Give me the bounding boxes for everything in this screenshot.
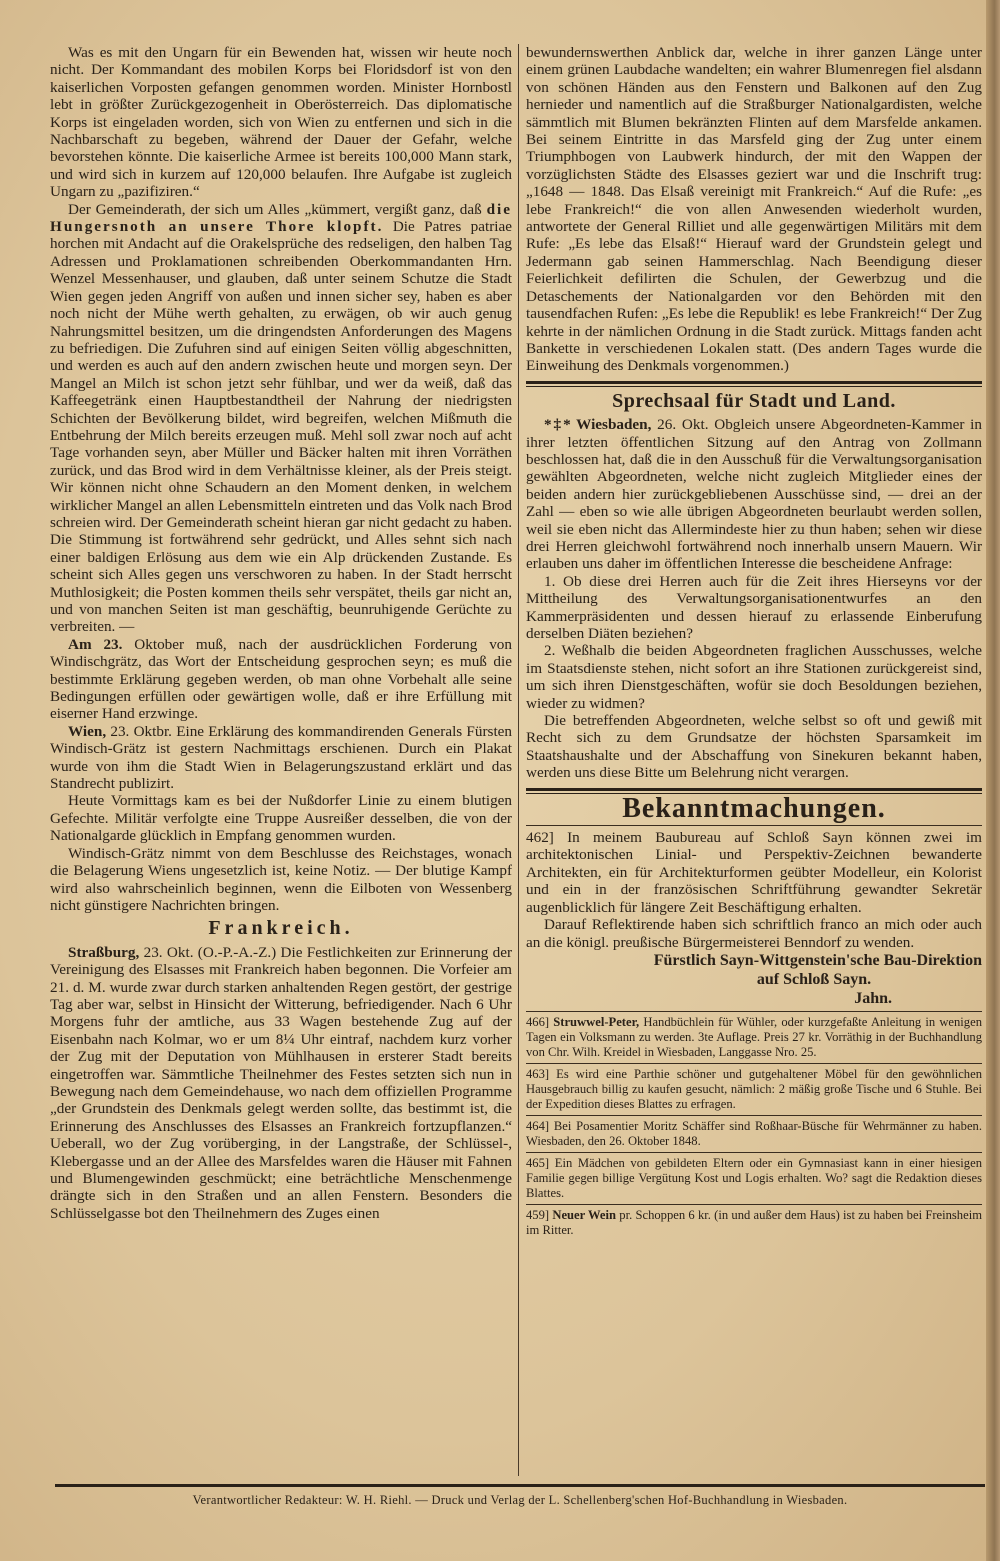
- signature-2: auf Schloß Sayn.: [756, 970, 872, 988]
- notice-number: 466]: [526, 1014, 550, 1029]
- dateline: *‡* Wiesbaden,: [544, 416, 652, 434]
- dateline: Straßburg,: [68, 943, 140, 961]
- advertisement: [526, 1067, 982, 1112]
- article-gemeinderath: [50, 201, 512, 636]
- advertisements: [526, 1011, 982, 1238]
- ad-text: Es wird eine Parthie schöner und gutgehaltener Möbel für den gewöhnlichen Hausgebrauch billig zu kaufen gesucht, nämlich: 2 mäßig große Tische und 6 Stuhle. Bei der Expedition dieses Blattes zu erfragen.: [526, 1066, 982, 1111]
- article-wiesbaden-closing: Die betreffenden Abgeordneten, welche selbst so oft und gewiß mit Recht sich zu dem Grundsatze der höchsten Sparsamkeit im Staatshaushalte und der Abschaffung von Sinekuren bekannt haben, werden uns diese Bitte um Belehrung nicht verargen.: [526, 712, 982, 782]
- notice-462: [526, 829, 982, 916]
- notice-462-contact: Darauf Reflektirende haben sich schriftlich franco an mich oder auch an die königl. preußische Bürgermeisterei Benndorf zu wenden.: [526, 916, 982, 951]
- section-heading-bekanntmachungen: Bekanntmachungen.: [622, 792, 886, 824]
- advertisement: [526, 1119, 982, 1149]
- rule: [526, 1063, 982, 1064]
- notice-number: 464]: [526, 1118, 550, 1133]
- text: Die Patres patriae horchen mit Andacht auf die Orakelsprüche des redseligen, den halben Tag Adressen und Proklamationen schreibenden Oberkommandanten Hrn. Wenzel Messenhauser, und glauben, daß unter seinem Schutze die Stadt Wien gegen jeden Angriff von außen und innen sicher sey, haben es aber noch nicht der Mühe werth gehalten, zu erwägen, ob wir auch genug Nahrungsmittel besitzen, um die dringendsten Anforderungen des Magens zu befriedigen. Die Zufuhren sind auf einigen Seiten völlig abgeschnitten, und werden es auch auf den andern zwischen heute und morgen seyn. Der Mangel an Milch ist schon jetzt sehr fühlbar, und wer da weiß, daß das Kaffeegetränk einen Hauptbestandtheil der Nahrung der niedrigsten Schichten der Bevölkerung bildet, wird begreifen, welchen Mißmuth die Entbehrung der Milch bereits erzeugen muß. Mehl soll zwar noch auf acht Tage vorhanden seyn, aber Müller und Bäcker halten mit ihren Vorräthen zurück, und das Brod wird in dem Verhältnisse kleiner, als der Preis steigt. Wir können nicht ohne Schaudern an den Moment denken, in welchem wirklicher Mangel an allen Lebensmitteln eintreten und das Volk nach Brod schreien wird. Der Gemeinderath scheint hieran gar nicht gedacht zu haben. Die Stimmung ist fortwährend sehr gedrückt, und Alles sehnt sich nach einer baldigen Erlösung aus dem wie ein Alp drückenden Zustande. Es scheint sich Alles gegen uns verschworen zu haben. In der Stadt herrscht Muthlosigkeit; die Posten kommen theils sehr verspätet, theils gar nicht an, und von manchen Seiten ist man geschäftig, beunruhigende Gerüchte zu verbreiten. —: [50, 218, 512, 636]
- signature-3: Jahn.: [854, 989, 892, 1007]
- text: 23. Okt. (O.-P.-A.-Z.) Die Festlichkeiten zur Erinnerung der Vereinigung des Elsasses mit Frankreich haben begonnen. Die Vorfeier am 21. d. M. wurde zwar durch starken anhaltenden Regen gestört, der gestrige Tag aber war, selbst in Hinsicht der Witterung, befriedigender. Nach 6 Uhr Morgens fuhr der amtliche, aus 33 Wagen bestehende Zug auf der Eisenbahn nach Kolmar, wo er um 8¼ Uhr eintraf, nachdem kurz vorher der Zug mit der Deputation von Mühlhausen in ersterer Stadt bereits eingetroffen war. Sämmtliche Theilnehmer des Festes setzten sich nun in Bewegung nach dem Gemeindehause, wo nach dem offiziellen Programme „der Grundstein des Denkmals gelegt werden sollte, das bestimmt ist, die Erinnerung des Anschlusses des Elsasses an Frankreich fortzupflanzen.“ Ueberall, wo der Zug vorüberging, in der Langstraße, der Schlüssel-, Klebergasse und an der Allee des Marsfeldes waren die Häuser mit Fahnen und Blumengewinden geschmückt; eine beträchtliche Menschenmenge drängte sich in den Straßen und an allen Fenstern. Besonders die Schlüsselgasse bot den Theilnehmern des Zuges einen: [50, 943, 512, 1222]
- rule: [526, 825, 982, 826]
- right-column: [526, 44, 982, 1476]
- article-wiesbaden: [526, 416, 982, 573]
- imprint-footer: Verantwortlicher Redakteur: W. H. Riehl. — Druck und Verlag der L. Schellenberg'schen Hof-Buchhandlung in Wiesbaden.: [55, 1484, 985, 1508]
- ad-text: pr. Schoppen 6 kr. (in und außer dem Haus) ist zu haben bei Freinsheim im Ritter.: [526, 1207, 982, 1237]
- section-rule: [526, 381, 982, 387]
- question-1: 1. Ob diese drei Herren auch für die Zeit ihres Hierseyns vor der Mittheilung des Verwaltungsorganisationentwurfes an den Kammerpräsidenten und dessen hierauf zu erlassende Einberufung derselben Diäten beziehen?: [526, 572, 982, 642]
- question-2: 2. Weßhalb die beiden Abgeordneten fraglichen Ausschusses, welche im Staatsdienste stehen, nicht sofort an ihre Stationen zurückgereist sind, um sich ihren Dienstgeschäften, wofür sie doch Besoldungen beziehen, wieder zu widmen?: [526, 642, 982, 712]
- notice-number: 462]: [526, 829, 554, 847]
- text: 23. Oktbr. Eine Erklärung des kommandirenden Generals Fürsten Windisch-Grätz ist gestern Nachmittags erschienen. Durch ein Plakat wurde von ihm die Stadt Wien in Belagerungszustand erklärt und das Standrecht publizirt.: [50, 722, 512, 793]
- text: 26. Okt. Obgleich unsere Abgeordneten-Kammer in ihrer letzten öffentlichen Sitzung auf den Antrag von Zollmann beschlossen hat, daß die in den Ausschuß für die Verwaltungsorganisation gewählten Abgeordneten, welche nicht zugleich Mitglieder eines der beiden andern hier zurückgebliebenen Ausschüsse sind, — drei an der Zahl — eben so wie alle übrigen Abgeordneten beurlaubt werden sollen, weil sie eben nicht das Allermindeste hier zu thun haben; sehen wir diese drei Herren gleichwohl fortwährend noch innerhalb unsern Mauern. Wir erlauben uns daher im öffentlichen Interesse die bescheidene Anfrage:: [526, 416, 982, 573]
- notice-number: 465]: [526, 1155, 550, 1170]
- article-strassburg: [50, 944, 512, 1223]
- article-23-oktober: [50, 636, 512, 723]
- signature-1: Fürstlich Sayn-Wittgenstein'sche Bau-Direktion: [653, 951, 982, 969]
- rule: [526, 1152, 982, 1153]
- rule: [526, 1011, 982, 1012]
- article-windisch-graetz: Windisch-Grätz nimmt von dem Beschlusse des Reichstages, wonach die Belagerung Wiens ungesetzlich ist, keine Notiz. — Der blutige Kampf wird also wahrscheinlich beginnen, wenn die Eilboten von Wessenberg nicht günstigere Nachrichten bringen.: [50, 844, 512, 914]
- advertisement: [526, 1156, 982, 1201]
- page-edge: [986, 0, 1000, 1561]
- emphasis: die Hungersnoth an unsere Thore klopft.: [50, 200, 512, 236]
- notice-number: 463]: [526, 1066, 550, 1081]
- notice-number: 459]: [526, 1207, 550, 1222]
- column-divider: [518, 44, 519, 1476]
- text: Der Gemeinderath, der sich um Alles „kümmert, vergißt ganz, daß: [68, 200, 487, 218]
- ad-text: Ein Mädchen von gebildeten Eltern oder ein Gymnasiast kann in einer hiesigen Familie gegen billige Vergütung Kost und Logis erhalten. Wo? sagt die Redaktion dieses Blattes.: [526, 1155, 982, 1200]
- text: In meinem Baubureau auf Schloß Sayn können zwei im architektonischen Linial- und Perspektiv-Zeichnen bewanderte Architekten, ein für Architekturformen geübter Modelleur, ein Kolorist und ein in der französischen Schriftführung gewandter Sekretär augenblicklich für längere Zeit Beschäftigung erhalten.: [526, 829, 982, 916]
- ad-text: Handbüchlein für Wühler, oder kurzgefaßte Anleitung in wenigen Tagen ein Volksmann zu werden. 3te Auflage. Preis 27 kr. Vorräthig in der Buchhandlung von Chr. Wilh. Kreidel in Wiesbaden, Langgasse Nro. 25.: [526, 1014, 982, 1059]
- section-heading-sprechsaal: Sprechsaal für Stadt und Land.: [612, 389, 896, 412]
- advertisement: [526, 1015, 982, 1060]
- left-column: [50, 44, 512, 1476]
- article-gefecht: Heute Vormittags kam es bei der Nußdorfer Linie zu einem blutigen Gefechte. Militär verfolgte eine Truppe Ausreißer desselben, die von der Nationalgarde glücklich in Empfang genommen wurden.: [50, 792, 512, 845]
- ad-title: Struwwel-Peter,: [553, 1014, 640, 1029]
- rule: [526, 1115, 982, 1116]
- ad-title: Neuer Wein: [552, 1207, 617, 1222]
- rule: [526, 1204, 982, 1205]
- article-strassburg-continued: bewundernswerthen Anblick dar, welche in ihrer ganzen Länge unter einem grünen Laubdache wandelten; ein wahrer Blumenregen fiel alsdann von schönen Händen aus den Fenstern und Balkonen auf den Zug hernieder und namentlich auf die Straßburger Nationalgardisten, welche sämmtlich mit Blumen bekränzten Flinten auf dem Marsfelde ankamen. Bei seinem Eintritte in das Marsfeld ging der Zug unter einem Triumphbogen von Laubwerk hindurch, der mit den Wappen der vorzüglichsten Städte des Elsasses geziert war und die Inschrift trug: „1648 — 1848. Das Elsaß vereinigt mit Frankreich.“ Auf die Rufe: „es lebe Frankreich!“ die von allen Anwesenden wiederholt wurden, antwortete der General Rilliet und alle gegenwärtigen Militärs mit dem Rufe: „Es lebe das Elsaß!“ Hierauf ward der Grundstein gelegt und Jedermann gab seinen Hammerschlag. Nach Beendigung dieser Feierlichkeit defilirten die Schulen, der Gewerbzug und die Detaschements der Nationalgarden vor den Behörden mit den tausendfachen Rufen: „Es lebe die Republik! es lebe Frankreich!“ Der Zug kehrte in der nämlichen Ordnung in die Stadt zurück. Mittags fanden acht Bankette in verschiedenen Lokalen statt. (Des andern Tages wurde die Einweihung des Denkmals vorgenommen.): [526, 44, 982, 375]
- lead: Am 23.: [68, 635, 123, 653]
- article-hungary: Was es mit den Ungarn für ein Bewenden hat, wissen wir heute noch nicht. Der Kommandant des mobilen Korps bei Floridsdorf ist von den kaiserlichen Vorposten gefangen genommen worden. Minister Hornbostl lebt in größter Zurückgezogenheit in Oberösterreich. Das diplomatische Korps ist eingeladen worden, sich von Wien zu entfernen und sich in die Nachbarschaft zu begeben, während der Dauer der Gefahr, welche bevorstehen könnte. Die kaiserliche Armee ist bereits 100,000 Mann stark, und wird sich in kurzem auf 120,000 belaufen. Ihre Aufgabe ist zugleich Ungarn zu „pazifiziren.“: [50, 44, 512, 201]
- section-heading-frankreich: Frankreich.: [208, 917, 354, 940]
- ad-text: Bei Posamentier Moritz Schäffer sind Roßhaar-Büsche für Wehrmänner zu haben. Wiesbaden, den 26. Oktober 1848.: [526, 1118, 982, 1148]
- text: Oktober muß, nach der ausdrücklichen Forderung von Windischgrätz, das Wort der Entscheidung gesprochen seyn; es muß die bestimmte Erklärung gegeben werden, ob man ohne Vorbehalt alle seine Bedingungen erfüllen oder gewärtigen wolle, daß er ihre Erfüllung mit eiserner Hand erzwinge.: [50, 635, 512, 723]
- advertisement: [526, 1208, 982, 1238]
- dateline: Wien,: [68, 722, 107, 740]
- article-wien: [50, 723, 512, 793]
